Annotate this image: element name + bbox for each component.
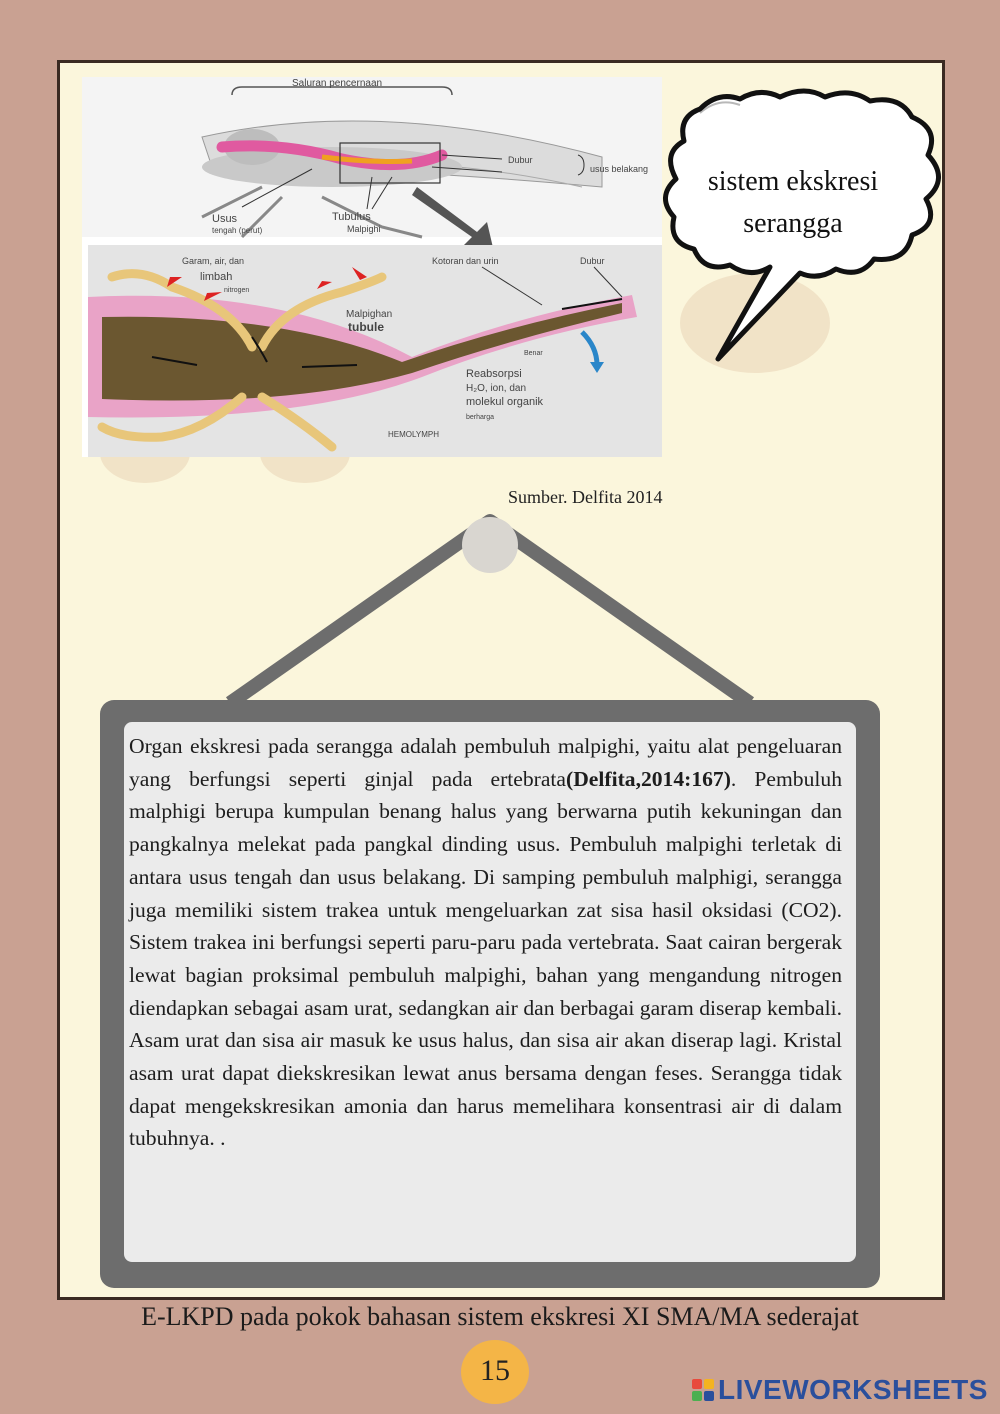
label-tubule: tubule — [348, 320, 384, 334]
label-usus: Usus — [212, 213, 238, 225]
insect-excretion-diagram — [82, 77, 662, 457]
label-saluran: Saluran pencernaan — [292, 78, 383, 89]
label-malpighian: Malpighan — [346, 309, 393, 320]
label-hemolymph: HEMOLYMPH — [388, 430, 439, 439]
label-tubulus-sub: Malpighi — [347, 224, 381, 234]
bubble-title — [678, 161, 908, 245]
label-h2o: H₂O, ion, dan — [466, 383, 527, 394]
hanger-nail — [462, 517, 518, 573]
page-frame — [57, 60, 945, 1300]
label-dubur-top: Dubur — [508, 155, 533, 165]
paragraph-part-1: Organ ekskresi pada serangga adalah pembuluh malpighi, yaitu alat pengeluaran yang berfungsi seperti ginjal pada ertebrata — [129, 734, 842, 791]
explanation-paragraph — [129, 730, 842, 1155]
page-number-badge: 15 — [461, 1340, 529, 1404]
footer-caption: E-LKPD pada pokok bahasan sistem ekskresi XI SMA/MA sederajat — [141, 1302, 859, 1331]
label-reabsorpsi: Reabsorpsi — [466, 368, 522, 380]
label-tubulus: Tubulus — [332, 211, 371, 223]
label-usus-belakang: usus belakang — [590, 164, 649, 174]
label-benar: Benar — [524, 350, 543, 357]
text-sign-inner — [124, 722, 856, 1262]
text-sign-board — [100, 700, 880, 1288]
label-molekul: molekul organik — [466, 396, 544, 408]
bubble-line-1: sistem ekskresi — [707, 166, 879, 197]
liveworksheets-logo-icon — [692, 1379, 714, 1401]
label-garam: Garam, air, dan — [182, 256, 245, 266]
image-source: Sumber. Delfita 2014 — [508, 487, 663, 507]
label-nitrogen: nitrogen — [224, 287, 250, 294]
label-dubur-bottom: Dubur — [580, 256, 605, 266]
brand-name: LIVEWORKSHEETS — [718, 1374, 988, 1405]
label-berharga: berharga — [466, 414, 495, 421]
bubble-line-2: serangga — [743, 208, 843, 239]
label-kotoran: Kotoran dan urin — [432, 256, 499, 266]
sign-hanger — [220, 513, 760, 713]
liveworksheets-brand[interactable] — [692, 1373, 988, 1407]
speech-bubble — [660, 83, 950, 403]
paragraph-part-2: . Pembuluh malphigi berupa kumpulan benang halus yang berwarna putih kekuningan dan pangkalnya melekat pada pangkal dinding usus. Pembuluh malpighi terletak di antara usus tengah dan usus belakang. Di samping pembuluh malphigi, serangga juga memiliki sistem trakea untuk mengeluarkan zat sisa hasil oksidasi (CO2). Sistem trakea ini berfungsi seperti paru-paru pada vertebrata. Saat cairan bergerak lewat bagian proksimal pembuluh malpighi, bahan yang mengandung nitrogen diendapkan sebagai asam urat, sedangkan air dan berbagai garam diserap kembali. Asam urat dan sisa air masuk ke usus halus, dan sisa air akan diserap lagi. Kristal asam urat dapat diekskresikan lewat anus bersama dengan feses. Serangga tidak dapat mengekskresikan amonia dan harus memelihara konsentrasi air di dalam tubuhnya. . — [129, 766, 842, 1151]
label-usus-sub: tengah (perut) — [212, 226, 263, 235]
label-limbah: limbah — [200, 271, 233, 283]
citation: (Delfita,2014:167) — [566, 766, 731, 791]
